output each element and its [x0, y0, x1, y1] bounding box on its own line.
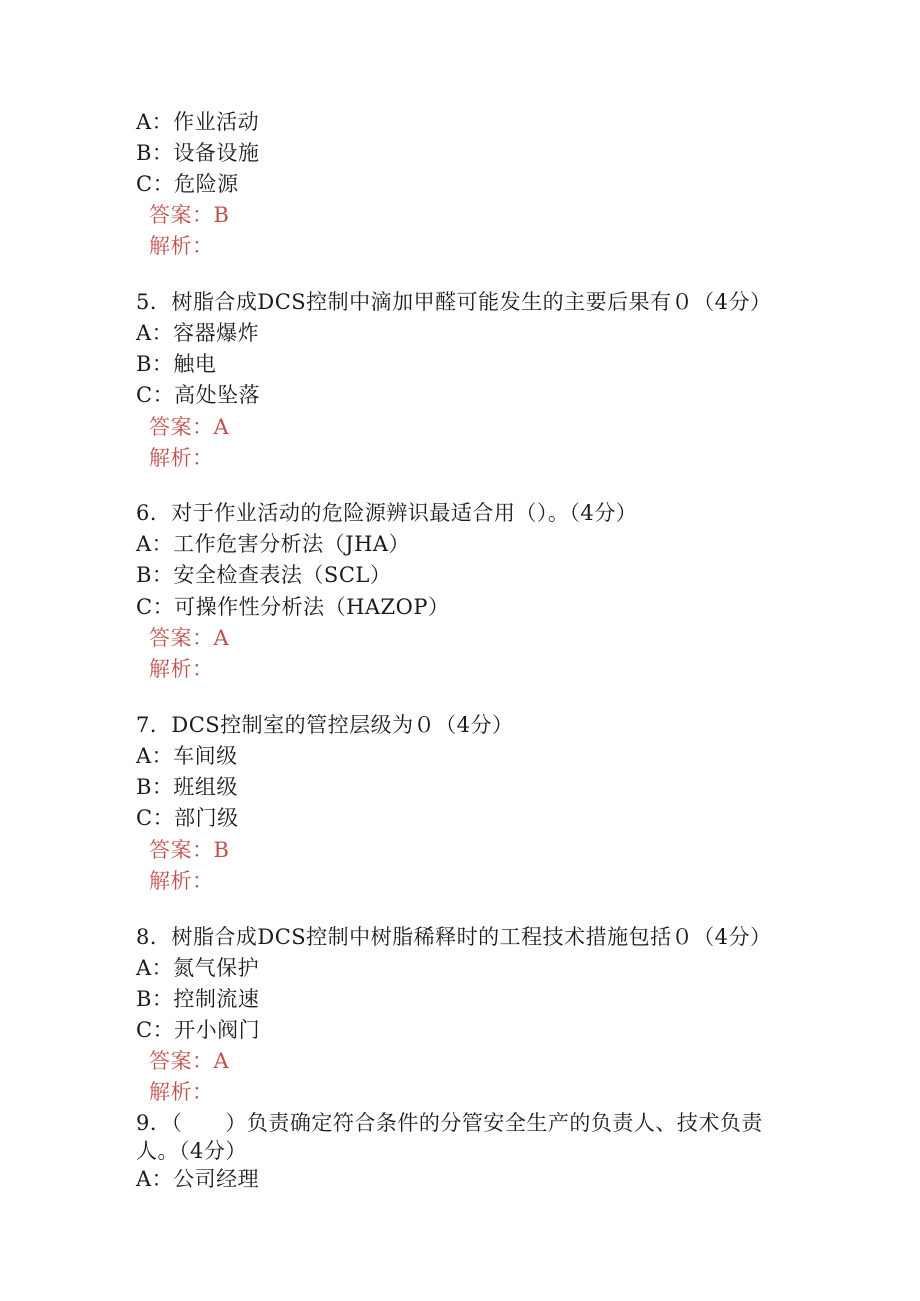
question-9-option-a: A：公司经理 [136, 1167, 260, 1191]
question-5-option-c: C：高处坠落 [136, 383, 261, 407]
analysis: 解析： [149, 234, 214, 258]
question-5-option-b: B：触电 [136, 352, 217, 376]
question-8-analysis: 解析： [149, 1080, 214, 1104]
question-7-answer: 答案：B [149, 838, 230, 862]
question-7: 7．DCS控制室的管控层级为０（4分） [136, 713, 514, 737]
question-5-option-a: A：容器爆炸 [136, 321, 260, 345]
question-6-analysis: 解析： [149, 657, 214, 681]
question-8-option-a: A：氮气保护 [136, 956, 260, 980]
question-6-answer: 答案：A [149, 626, 230, 650]
question-6: 6．对于作业活动的危险源辨识最适合用（）。（4分） [136, 501, 638, 525]
question-5-analysis: 解析： [149, 446, 214, 470]
question-8: 8．树脂合成DCS控制中树脂稀释时的工程技术措施包括０（4分） [136, 925, 772, 949]
question-5-answer: 答案：A [149, 415, 230, 439]
question-7-analysis: 解析： [149, 869, 214, 893]
question-8-option-c: C：开小阀门 [136, 1018, 261, 1042]
option-c: C：危险源 [136, 172, 239, 196]
question-6-option-c: C：可操作性分析法（HAZOP） [136, 595, 450, 619]
option-a: A：作业活动 [136, 110, 260, 134]
question-9-line-1: 9．（ ）负责确定符合条件的分管安全生产的负责人、技术负责 [136, 1111, 763, 1135]
question-7-option-c: C：部门级 [136, 806, 239, 830]
option-b: B：设备设施 [136, 141, 260, 165]
question-7-option-b: B：班组级 [136, 775, 238, 799]
question-8-option-b: B：控制流速 [136, 987, 260, 1011]
question-5: 5．树脂合成DCS控制中滴加甲醛可能发生的主要后果有０（4分） [136, 290, 772, 314]
question-8-answer: 答案：A [149, 1049, 230, 1073]
question-6-option-b: B：安全检查表法（SCL） [136, 563, 392, 587]
question-9-line-2: 人。（4分） [136, 1139, 247, 1163]
answer: 答案：B [149, 203, 230, 227]
question-6-option-a: A：工作危害分析法（JHA） [136, 532, 411, 556]
question-7-option-a: A：车间级 [136, 744, 238, 768]
